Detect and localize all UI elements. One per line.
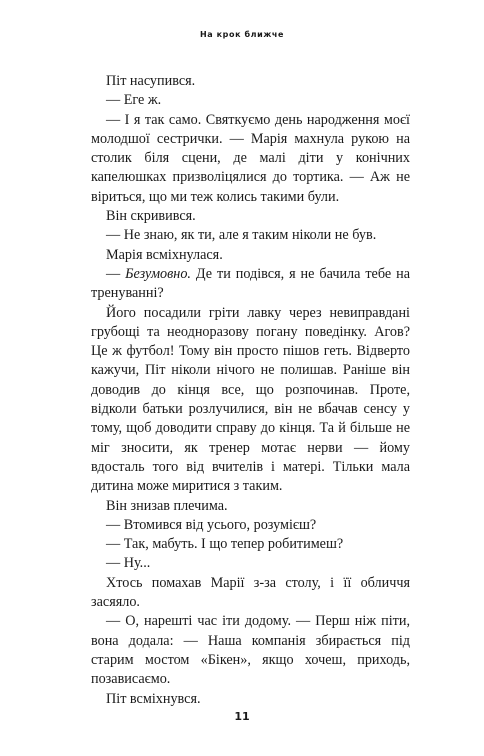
paragraph: — Еге ж. bbox=[106, 92, 162, 109]
paragraph: Марія всміхнулася. bbox=[106, 246, 223, 263]
paragraph: Піт насупився. bbox=[106, 73, 196, 89]
body-text bbox=[91, 72, 410, 709]
paragraph: — Так, мабуть. І що тепер робитимеш? bbox=[106, 536, 344, 553]
paragraph: — Не знаю, як ти, але я таким ніколи не був. bbox=[106, 227, 377, 244]
emphasis: Безумовно. bbox=[125, 265, 191, 282]
page-number: 11 bbox=[234, 710, 250, 723]
paragraph: — Втомився від усього, розумієш? bbox=[106, 516, 317, 533]
running-head: На крок ближче bbox=[199, 30, 285, 39]
paragraph: Він скривився. bbox=[106, 208, 196, 225]
paragraph: — О, нарешті час іти додому. — Перш ніж піти, вона додала: — Наша компанія збирається під старим мостом «Бікен», якщо хочеш, приходь, позависаємо. bbox=[91, 613, 410, 688]
paragraph: — Ну... bbox=[106, 555, 151, 572]
paragraph: Хтось помахав Марії з-за столу, і її обличчя засяяло. bbox=[91, 574, 410, 611]
paragraph: Він знизав плечима. bbox=[106, 497, 228, 514]
paragraph: Піт всміхнувся. bbox=[106, 690, 201, 707]
paragraph: — І я так само. Святкуємо день народження моєї молодшої сестрички. — Марія махнула рукою на столик біля сцени, де малі діти у конічних капелюшках призволіцялися до тортика. — Аж не віриться, що ми теж колись такими були. bbox=[91, 111, 410, 205]
paragraph: — Безумовно. Де ти подівся, я не бачила тебе на тренуванні? bbox=[91, 265, 411, 302]
paragraph: Його посадили гріти лавку через невиправдані грубощі та неодноразову погану поведінку. Агов? Це ж футбол! Тому він просто пішов геть. Відверто кажучи, Піт ніколи нічого не полишав. Раніше він доводив до кінця все, що розпочинав. Проте, відколи батьки розлучилися, він не вбачав сенсу у тому, щоб доводити справу до кінця. Та й більше не міг зносити, як тренер мотає нерви — йому вдосталь того від вчителів і матері. Тільки мала дитина може миритися з таким. bbox=[91, 304, 410, 495]
